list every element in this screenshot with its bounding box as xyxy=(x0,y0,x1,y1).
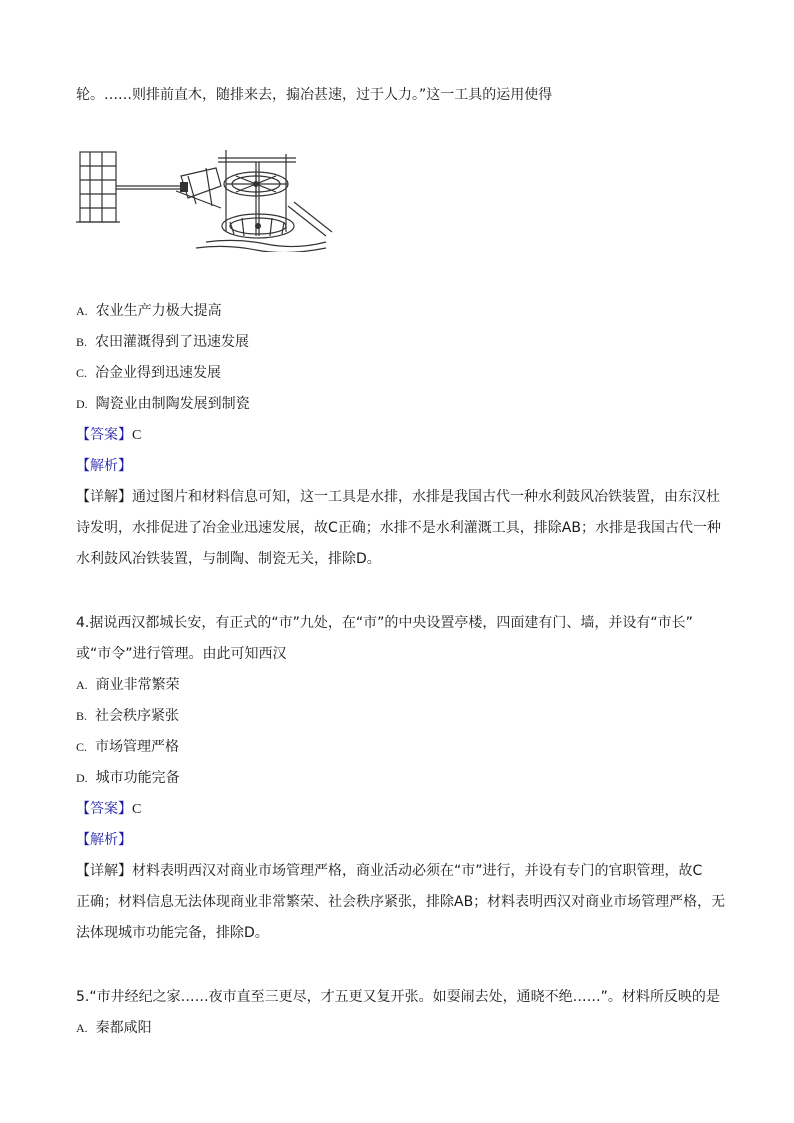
q4-answer: 【答案】C xyxy=(76,801,142,817)
q4-option-b: B. 社会秩序紧张 xyxy=(76,708,180,724)
q3-answer: 【答案】C xyxy=(76,427,142,443)
q3-option-d: D. 陶瓷业由制陶发展到制瓷 xyxy=(76,396,250,412)
q3-detail-line-2: 诗发明，水排促进了冶金业迅速发展，故C正确；水排不是水利灌溉工具，排除AB；水排是我国古代一种 xyxy=(76,520,721,536)
q3-stem-tail: 轮。……则排前直木，随排来去，搧冶甚速，过于人力。”这一工具的运用使得 xyxy=(76,87,553,103)
q3-detail-line-1: 【详解】通过图片和材料信息可知，这一工具是水排，水排是我国古代一种水利鼓风冶铁装置，由东汉杜 xyxy=(76,489,720,505)
q5-stem: 5.“市井经纪之家……夜市直至三更尽，才五更又复开张。如耍闹去处，通晓不绝……”。材料所反映的是 xyxy=(76,989,720,1005)
q4-option-d: D. 城市功能完备 xyxy=(76,770,180,786)
q4-detail-line-1: 【详解】材料表明西汉对商业市场管理严格，商业活动必须在“市”进行，并设有专门的官职管理，故C xyxy=(76,863,703,879)
q4-detail-line-2: 正确；材料信息无法体现商业非常繁荣、社会秩序紧张，排除AB；材料表明西汉对商业市场管理严格，无 xyxy=(76,894,726,910)
water-bellows-illustration xyxy=(76,146,334,252)
q4-option-a: A. 商业非常繁荣 xyxy=(76,677,180,693)
q4-analysis-heading: 【解析】 xyxy=(76,832,132,848)
q4-detail-line-3: 法体现城市功能完备，排除D。 xyxy=(76,925,269,941)
q3-option-a: A. 农业生产力极大提高 xyxy=(76,303,222,319)
q4-stem-line-2: 或“市令”进行管理。由此可知西汉 xyxy=(76,646,287,662)
q4-stem-line-1: 4.据说西汉都城长安，有正式的“市”九处，在“市”的中央设置亭楼，四面建有门、墙，并设有“市长” xyxy=(76,615,693,631)
q3-option-b: B. 农田灌溉得到了迅速发展 xyxy=(76,334,250,350)
q3-analysis-heading: 【解析】 xyxy=(76,458,132,474)
q5-option-a: A. 秦都咸阳 xyxy=(76,1020,152,1036)
q4-option-c: C. 市场管理严格 xyxy=(76,739,180,755)
q3-option-c: C. 冶金业得到迅速发展 xyxy=(76,365,222,381)
q3-detail-line-3: 水利鼓风冶铁装置，与制陶、制瓷无关，排除D。 xyxy=(76,551,381,567)
